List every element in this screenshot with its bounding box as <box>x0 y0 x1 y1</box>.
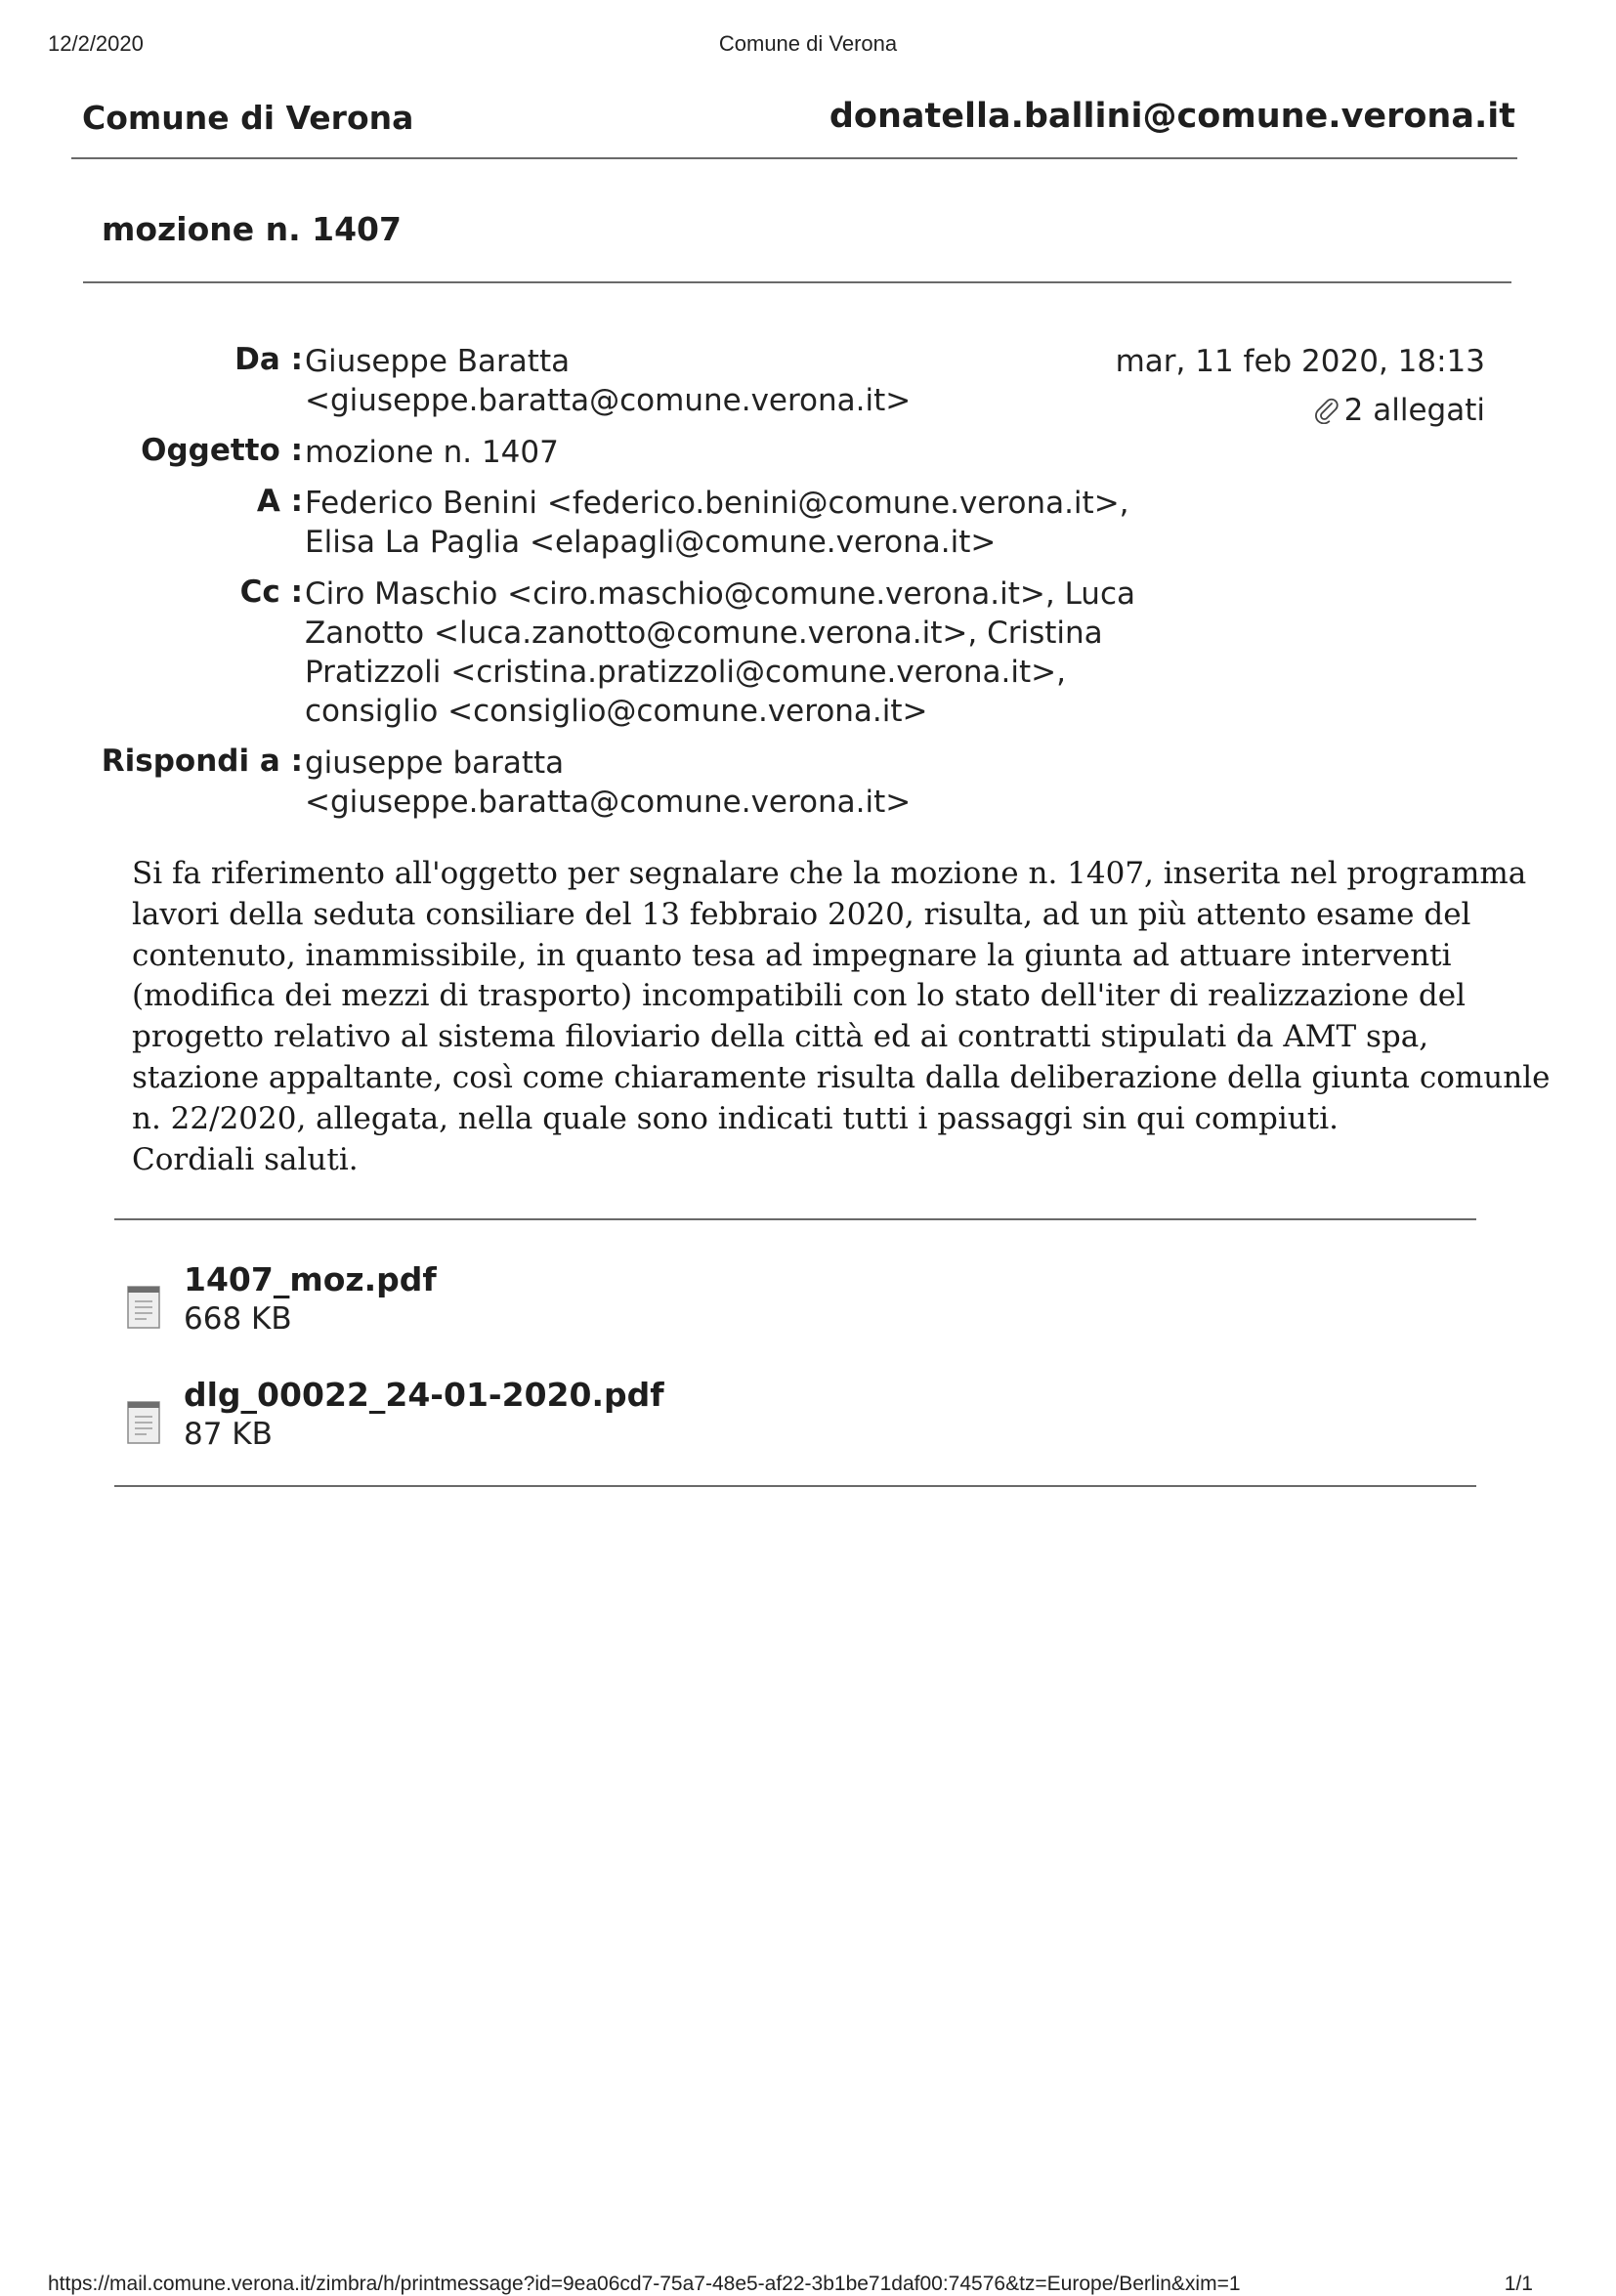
to-line: Elisa La Paglia <elapagli@comune.verona.it> <box>305 525 997 560</box>
reply-to-line: giuseppe baratta <box>305 745 565 781</box>
account-email: donatella.ballini@comune.verona.it <box>829 97 1515 136</box>
to-label: A : <box>256 484 303 519</box>
attachment-size: 87 KB <box>184 1417 273 1452</box>
print-footer-page-number: 1/1 <box>1504 2273 1533 2295</box>
subject-divider <box>83 281 1511 283</box>
message-date: mar, 11 feb 2020, 18:13 <box>1115 344 1485 379</box>
print-title: Comune di Verona <box>718 31 898 56</box>
message-subject-title: mozione n. 1407 <box>102 210 402 248</box>
file-icon <box>127 1401 160 1444</box>
body-line: lavori della seduta consiliare del 13 febbraio 2020, risulta, ad un più attento esame del <box>132 896 1471 932</box>
body-line: contenuto, inammissibile, in quanto tesa ad impegnare la giunta ad attuare interventi <box>132 937 1452 973</box>
reply-to-line: <giuseppe.baratta@comune.verona.it> <box>305 785 912 820</box>
subject-label: Oggetto : <box>141 433 303 468</box>
body-line: stazione appaltante, così come chiaramente risulta dalla deliberazione della giunta comunle <box>132 1059 1551 1095</box>
cc-line: Pratizzoli <cristina.pratizzoli@comune.verona.it>, <box>305 655 1066 690</box>
attachment-item[interactable] <box>127 1376 664 1454</box>
body-line: Cordiali saluti. <box>132 1141 359 1177</box>
reply-to-label: Rispondi a : <box>101 744 303 779</box>
attachment-size: 668 KB <box>184 1301 292 1337</box>
to-value <box>305 484 1129 562</box>
to-line: Federico Benini <federico.benini@comune.verona.it>, <box>305 486 1129 521</box>
reply-to-value <box>305 744 911 822</box>
attachment-name-link[interactable]: 1407_moz.pdf <box>184 1260 437 1298</box>
cc-line: consiglio <consiglio@comune.verona.it> <box>305 694 928 729</box>
attachment-name-link[interactable]: dlg_00022_24-01-2020.pdf <box>184 1376 664 1414</box>
attachments-count-label: 2 allegati <box>1343 393 1485 428</box>
file-icon <box>127 1286 160 1329</box>
from-value <box>305 342 911 420</box>
from-line: <giuseppe.baratta@comune.verona.it> <box>305 383 912 418</box>
subject-value <box>305 433 559 472</box>
from-label: Da : <box>234 342 303 377</box>
attachment-item[interactable] <box>127 1260 437 1339</box>
paperclip-icon <box>1313 397 1340 424</box>
print-footer-url: https://mail.comune.verona.it/zimbra/h/printmessage?id=9ea06cd7-75a7-48e5-af22-3b1be71daf00:74576&tz=Europe/Berlin&xim=1 <box>48 2273 1241 2295</box>
body-line: n. 22/2020, allegata, nella quale sono indicati tutti i passaggi sin qui compiuti. <box>132 1100 1339 1136</box>
subject-line: mozione n. 1407 <box>305 435 559 470</box>
attachments-divider <box>114 1485 1476 1487</box>
header-divider <box>71 157 1517 159</box>
body-line: Si fa riferimento all'oggetto per segnalare che la mozione n. 1407, inserita nel programma <box>132 856 1527 891</box>
body-line: (modifica dei mezzi di trasporto) incompatibili con lo stato dell'iter di realizzazione del <box>132 978 1466 1014</box>
cc-line: Ciro Maschio <ciro.maschio@comune.verona.it>, Luca <box>305 576 1135 612</box>
from-line: Giuseppe Baratta <box>305 344 571 379</box>
message-body <box>132 854 1551 1180</box>
print-date: 12/2/2020 <box>48 31 144 56</box>
body-line: progetto relativo al sistema filoviario della città ed ai contratti stipulati da AMT spa, <box>132 1019 1429 1055</box>
cc-label: Cc : <box>239 574 303 610</box>
cc-value <box>305 574 1135 731</box>
organization-name: Comune di Verona <box>82 99 414 137</box>
cc-line: Zanotto <luca.zanotto@comune.verona.it>, Cristina <box>305 616 1103 651</box>
body-divider <box>114 1218 1476 1220</box>
attachments-count[interactable] <box>1313 393 1485 428</box>
